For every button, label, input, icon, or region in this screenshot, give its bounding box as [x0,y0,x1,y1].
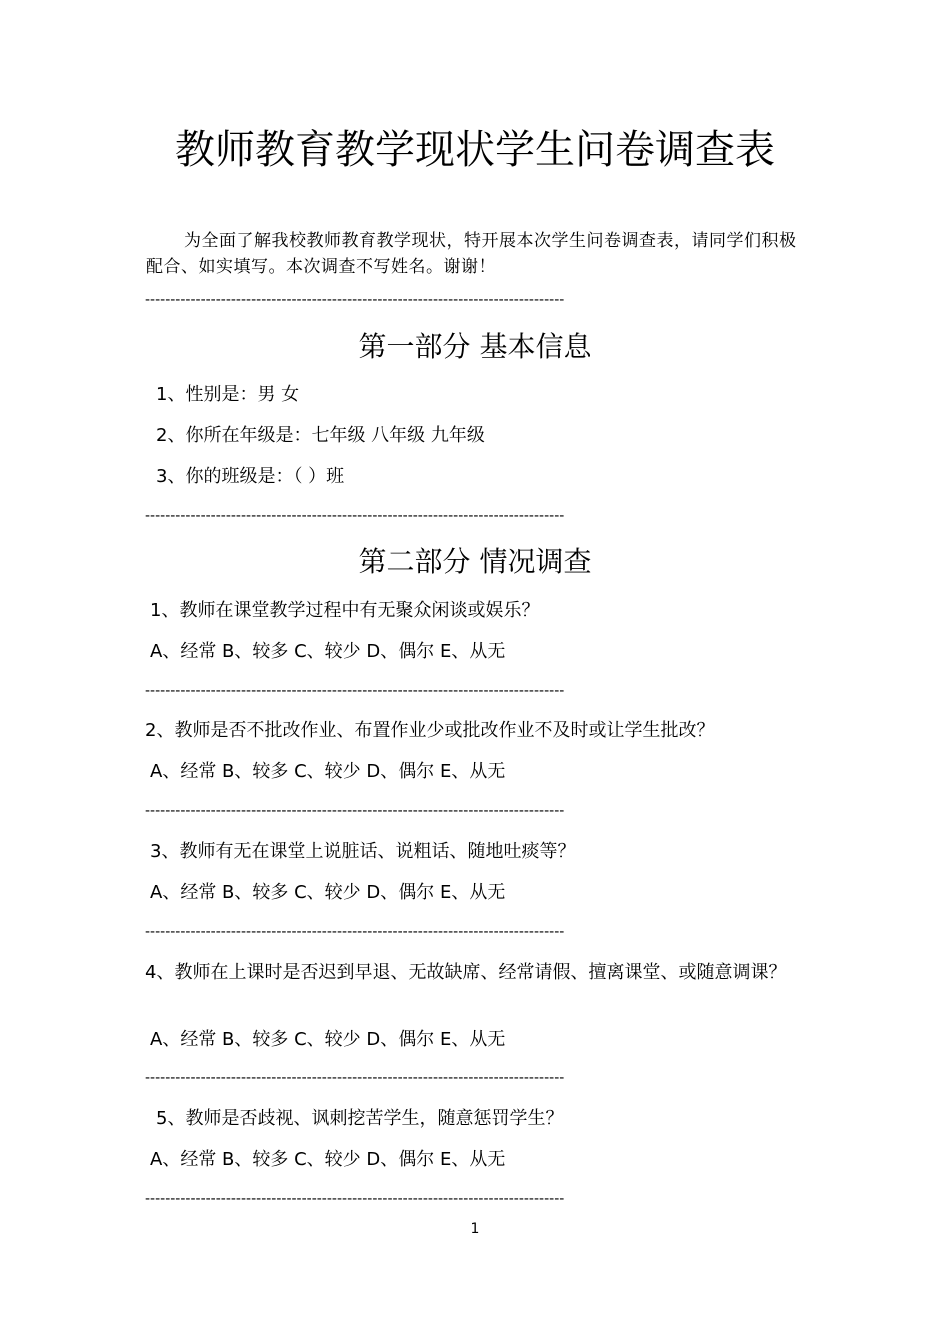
info-class: 3、你的班级是：（ ）班 [156,466,345,487]
question-5-options: A、经常 B、较多 C、较少 D、偶尔 E、从无 [150,1149,506,1170]
question-1: 1、教师在课堂教学过程中有无聚众闲谈或娱乐？ [150,600,540,621]
divider-line: ----------------------------------------------------------------------------------- [145,924,565,940]
page-number: 1 [470,1221,480,1237]
question-3-options: A、经常 B、较多 C、较少 D、偶尔 E、从无 [150,882,506,903]
divider-line: ----------------------------------------------------------------------------------- [145,1191,565,1207]
divider-line: ----------------------------------------------------------------------------------- [145,292,565,308]
info-grade: 2、你所在年级是：七年级 八年级 九年级 [156,425,485,446]
section-heading-part1: 第一部分 基本信息 [358,330,592,363]
section-heading-part2: 第二部分 情况调查 [358,545,592,578]
question-5: 5、教师是否歧视、讽刺挖苦学生，随意惩罚学生？ [156,1108,564,1129]
divider-line: ----------------------------------------------------------------------------------- [145,683,565,699]
document-title: 教师教育教学现状学生问卷调查表 [175,127,775,173]
question-4: 4、教师在上课时是否迟到早退、无故缺席、经常请假、擅离课堂、或随意调课？ [145,962,787,983]
divider-line: ----------------------------------------------------------------------------------- [145,803,565,819]
divider-line: ----------------------------------------------------------------------------------- [145,1070,565,1086]
info-gender: 1、性别是：男 女 [156,384,300,405]
question-4-options: A、经常 B、较多 C、较少 D、偶尔 E、从无 [150,1029,506,1050]
intro-paragraph: 为全面了解我校教师教育教学现状，特开展本次学生问卷调查表，请同学们积极配合、如实填写。本次调查不写姓名。谢谢！ [146,231,797,277]
question-1-options: A、经常 B、较多 C、较少 D、偶尔 E、从无 [150,641,506,662]
question-3: 3、教师有无在课堂上说脏话、说粗话、随地吐痰等？ [150,841,576,862]
question-2-options: A、经常 B、较多 C、较少 D、偶尔 E、从无 [150,761,506,782]
divider-line: ----------------------------------------------------------------------------------- [145,508,565,524]
question-2: 2、教师是否不批改作业、布置作业少或批改作业不及时或让学生批改？ [145,720,715,741]
